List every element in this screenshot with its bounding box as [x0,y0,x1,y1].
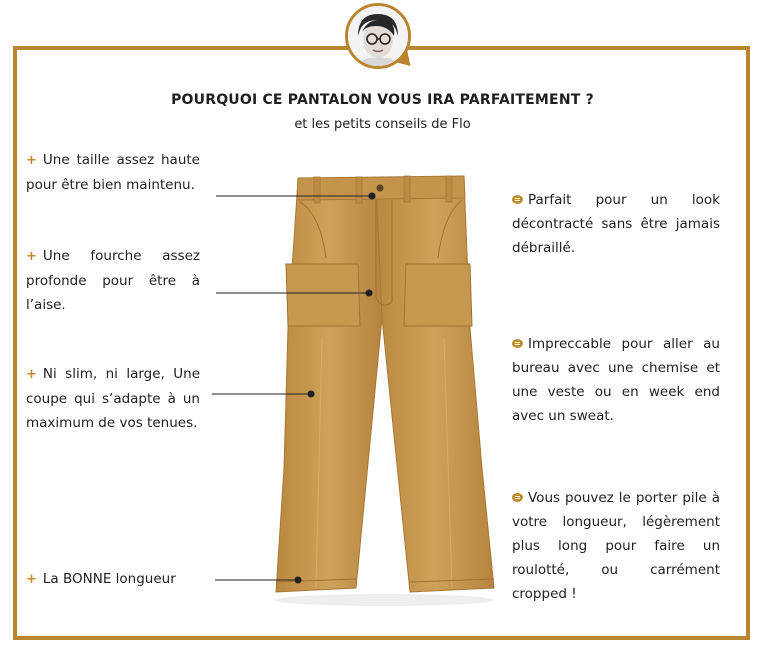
feature-waist-text: Une taille assez haute pour être bien maintenu. [26,152,200,193]
leader-dot-length [295,577,301,583]
plus-icon: + [26,249,37,264]
plus-icon: + [26,572,37,587]
advice-office-text: Impreccable pour aller au bureau avec une chemise et une veste ou en week end avec un sweat. [512,336,720,424]
page-title: POURQUOI CE PANTALON VOUS IRA PARFAITEMENT ? [171,92,594,108]
feature-length-text: La BONNE longueur [42,571,176,587]
page-subtitle: et les petits conseils de Flo [294,117,471,132]
advice-length-text: Vous pouvez le porter pile à votre longueur, légèrement plus long pour faire un roulotté, ou carrément cropped ! [512,490,720,602]
leader-dot-rise [366,290,372,296]
plus-icon: + [26,153,37,168]
leader-dot-waist [369,193,375,199]
plus-icon: + [26,367,37,382]
feature-fit-text: Ni slim, ni large, Une coupe qui s’adapte à un maximum de vos tenues. [26,366,200,431]
leader-dot-fit [308,391,314,397]
advice-casual-text: Parfait pour un look décontracté sans être jamais débraillé. [512,192,720,256]
feature-rise-text: Une fourche assez profonde pour être à l’aise. [26,248,200,313]
